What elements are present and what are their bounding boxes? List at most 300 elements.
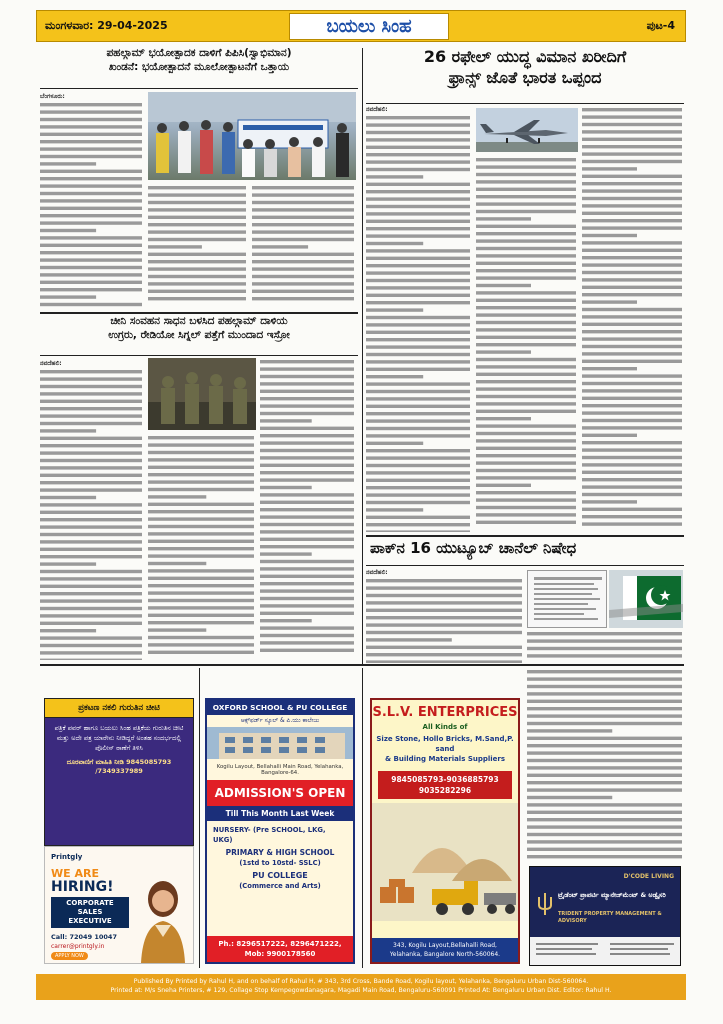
dcode-living-logo: D'CODE LIVING: [623, 873, 674, 880]
text-line: [40, 155, 142, 158]
text-line: [252, 201, 354, 204]
story-headline-line2: ಉಗ್ರರು, ರೇಡಿಯೋ ಸಿಗ್ನಲ್ ಪತ್ತೆಗೆ ಮುಂದಾದ ಇಸ್ರೋ: [108, 328, 290, 341]
story-body: [366, 114, 472, 532]
text-line: [527, 803, 682, 806]
text-line: [476, 254, 576, 257]
text-line: [476, 454, 576, 457]
text-line: [366, 205, 470, 208]
fighter-jet-image: [476, 108, 578, 152]
trident-contact-strip: [530, 937, 680, 965]
text-line: [366, 616, 522, 619]
imprint-line: Printed at: M/s Sneha Printers, # 129, Collage Stop Kempegowdanagara, Magadi Main Road, Bengaluru-560091 Printed At: Bengaluru Urban Dist. Editor: Rahul H.: [110, 987, 612, 994]
story-text-column: [366, 569, 524, 663]
body-text-lines: [260, 358, 356, 654]
divider: [366, 565, 684, 566]
story-body: [366, 577, 524, 663]
text-line: [148, 569, 254, 572]
text-line: [366, 235, 470, 238]
text-line: [40, 103, 142, 106]
text-line: [582, 212, 682, 215]
text-line: [366, 624, 522, 627]
text-line: [366, 301, 470, 304]
text-line: [527, 639, 682, 642]
text-line: [476, 173, 576, 176]
text-line: [148, 216, 246, 219]
text-line: [582, 182, 682, 185]
story-text-column: [366, 106, 472, 532]
text-line: [582, 471, 682, 474]
story-isro: [40, 316, 358, 356]
text-line: [40, 393, 142, 396]
text-line: [476, 284, 531, 287]
text-line: [40, 518, 142, 521]
divider: [40, 355, 358, 356]
slv-phone: 9845085793-9036885793: [391, 775, 499, 784]
hiring-we-are: WE ARE: [51, 867, 99, 880]
text-line: [260, 360, 354, 363]
slv-address-line: Yelahanka, Bangalore North-560064.: [389, 951, 501, 958]
body-text-lines: [252, 184, 356, 302]
text-line: [252, 208, 354, 211]
text-line: [366, 442, 423, 445]
text-line: [582, 337, 682, 340]
text-line: [260, 508, 354, 511]
text-line: [252, 253, 354, 256]
text-line: [148, 547, 254, 550]
text-line: [366, 420, 470, 423]
text-line: [40, 467, 142, 470]
text-line: [582, 374, 682, 377]
text-line: [366, 294, 470, 297]
oxford-contact: [207, 936, 353, 962]
text-line: [260, 641, 354, 644]
text-line: [476, 188, 576, 191]
admission-open-heading: ADMISSION'S OPEN: [207, 780, 353, 806]
text-line: [252, 223, 354, 226]
body-text-lines: [527, 630, 684, 660]
trident-name-kannada: ಟ್ರೈಡೆಂಟ್ ಪ್ರಾಪರ್ಟಿ ಮ್ಯಾನೇಜ್‌ಮೆಂಟ್ & ಅಡ್ವೈಸರಿ: [558, 891, 666, 899]
slv-enterprices-ad: [370, 698, 520, 964]
text-line: [40, 192, 142, 195]
text-line: [527, 848, 682, 851]
oxford-school-kannada-name: ಆಕ್ಸ್‌ಫರ್ಡ್ ಸ್ಕೂಲ್ & ಪಿ.ಯು ಕಾಲೇಜು: [240, 717, 320, 724]
story-body: [476, 156, 578, 526]
text-line: [148, 651, 254, 654]
text-line: [148, 562, 206, 565]
text-line: [582, 115, 682, 118]
text-line: [366, 309, 423, 312]
text-line: [582, 522, 682, 525]
text-line: [148, 193, 246, 196]
text-line: [582, 426, 682, 429]
text-line: [527, 654, 682, 657]
text-line: [366, 272, 470, 275]
hiring-call: Call: 72049 10047: [51, 933, 117, 941]
text-line: [260, 589, 354, 592]
column-rule: [199, 668, 200, 968]
protest-photo: [148, 92, 356, 180]
text-line: [40, 266, 142, 269]
slv-phones: [378, 771, 512, 799]
text-line: [366, 139, 470, 142]
text-line: [40, 585, 142, 588]
text-line: [476, 498, 576, 501]
text-line: [582, 389, 682, 392]
trident-name-english: TRIDENT PROPERTY MANAGEMENT & ADVISORY: [558, 911, 662, 924]
story-text-column: [582, 106, 684, 532]
text-line: [366, 412, 470, 415]
text-line: [366, 390, 470, 393]
text-line: [366, 213, 470, 216]
story-body: [148, 434, 256, 656]
text-line: [40, 407, 142, 410]
oxford-school-name: OXFORD SCHOOL & PU COLLEGE: [207, 700, 353, 715]
text-line: [366, 472, 470, 475]
text-line: [260, 530, 354, 533]
text-line: [260, 382, 354, 385]
text-line: [582, 345, 682, 348]
text-line: [40, 622, 142, 625]
text-line: [582, 404, 682, 407]
admission-item: PU COLLEGE: [252, 871, 308, 880]
text-line: [582, 189, 682, 192]
text-line: [527, 840, 682, 843]
admission-deadline: Till This Month Last Week: [207, 806, 353, 821]
trident-logo-icon: [536, 893, 554, 915]
text-line: [40, 607, 142, 610]
text-line: [252, 245, 308, 248]
text-line: [148, 208, 246, 211]
text-line: [148, 643, 254, 646]
text-line: [148, 584, 254, 587]
text-line: [40, 504, 142, 507]
text-line: [366, 242, 423, 245]
text-line: [260, 441, 354, 444]
text-line: [40, 177, 142, 180]
text-line: [582, 419, 682, 422]
text-line: [527, 632, 682, 635]
text-line: [476, 506, 576, 509]
text-line: [476, 395, 576, 398]
masthead: [36, 10, 686, 42]
classified-ad: [44, 698, 194, 846]
text-line: [366, 183, 470, 186]
text-line: [40, 474, 142, 477]
text-line: [582, 278, 682, 281]
text-line: [40, 378, 142, 381]
text-line: [476, 402, 576, 405]
soldiers-photo-image: [148, 358, 256, 430]
newspaper-title: ಬಯಲು ಸಿಂಹ: [289, 13, 449, 40]
text-line: [366, 287, 470, 290]
text-line: [366, 501, 470, 504]
text-line: [252, 267, 354, 270]
text-line: [582, 167, 637, 170]
text-line: [582, 367, 637, 370]
admission-item-detail: (Commerce and Arts): [239, 882, 321, 890]
text-line: [260, 456, 354, 459]
text-line: [582, 397, 682, 400]
text-line: [476, 432, 576, 435]
text-line: [582, 360, 682, 363]
text-line: [476, 521, 576, 524]
text-line: [366, 338, 470, 341]
text-line: [527, 714, 682, 717]
classified-ad-body: ಪತ್ರಿಕೆ ಪವರ್ ಹಾಗೂ ಬಯಲು ಸಿಂಹ ಪತ್ರಿಕೆಯ ಗುರುತಿನ ಚೀಟಿ ಮತ್ತು ಅದೇ ಪತ್ರ ಯಾರೇನು ನೀಡಿದ್ದರೆ ಅಂತಹ ಸಂದರ್ಭದಲ್ಲಿ ಪೊಲೀಸ್ ಠಾಣೆಗೆ ತಿಳಿಸಿ: [54, 724, 184, 752]
construction-materials-image: [372, 803, 520, 921]
text-line: [366, 449, 470, 452]
text-line: [40, 111, 142, 114]
protest-photo-image: [148, 92, 356, 180]
text-line: [148, 275, 246, 278]
body-text-lines: [366, 577, 524, 663]
text-line: [40, 644, 142, 647]
text-line: [260, 412, 354, 415]
story-text-column: [148, 184, 248, 308]
text-line: [476, 269, 576, 272]
text-line: [40, 459, 142, 462]
text-line: [260, 619, 312, 622]
text-line: [366, 168, 470, 171]
story-body: [527, 668, 684, 860]
printgly-logo: Printgly: [51, 853, 83, 861]
text-line: [366, 220, 470, 223]
text-line: [252, 260, 354, 263]
text-line: [148, 480, 254, 483]
pakistan-flag-icon: [609, 570, 683, 628]
text-line: [527, 796, 612, 799]
text-line: [40, 430, 96, 433]
story-body: [252, 184, 356, 302]
text-line: [476, 210, 576, 213]
text-line: [40, 548, 142, 551]
text-line: [40, 185, 142, 188]
text-line: [366, 405, 470, 408]
text-line: [40, 533, 142, 536]
classified-ad-phone: ದೂರವಾಣಿಗೆ ಮಾಹಿತಿ ನೀಡಿ 9845085793 /7349337989: [66, 758, 172, 775]
text-line: [582, 226, 682, 229]
body-text-lines: [476, 156, 578, 526]
body-text-lines: [582, 106, 684, 528]
text-line: [148, 636, 254, 639]
text-line: [148, 282, 246, 285]
text-line: [366, 131, 470, 134]
text-line: [40, 563, 96, 566]
text-line: [476, 306, 576, 309]
text-line: [148, 245, 202, 248]
text-line: [40, 422, 142, 425]
story-dateline: ಬೆಂಗಳೂರು:: [40, 93, 65, 100]
pakistan-flag-photo: [609, 570, 683, 628]
text-line: [476, 225, 576, 228]
oxford-phone: Ph.: 8296517222, 8296471222,: [218, 940, 342, 948]
text-line: [366, 457, 470, 460]
text-line: [252, 290, 354, 293]
role-line: SALES: [77, 908, 103, 916]
slv-product-line: Size Stone, Hollo Bricks, M.Sand,P. sand: [376, 735, 514, 753]
text-line: [366, 279, 470, 282]
admission-item: PRIMARY & HIGH SCHOOL: [225, 848, 335, 857]
text-line: [476, 247, 576, 250]
text-line: [40, 541, 142, 544]
text-line: [148, 290, 246, 293]
text-line: [366, 639, 452, 642]
text-line: [40, 637, 142, 640]
text-line: [148, 260, 246, 263]
text-line: [582, 234, 637, 237]
text-line: [252, 193, 354, 196]
text-line: [148, 297, 246, 300]
text-line: [476, 195, 576, 198]
text-line: [582, 249, 682, 252]
text-line: [366, 523, 470, 526]
text-line: [260, 478, 354, 481]
body-text-lines: [40, 101, 144, 307]
text-line: [582, 434, 637, 437]
text-line: [476, 365, 576, 368]
text-line: [582, 160, 682, 163]
text-line: [40, 555, 142, 558]
text-line: [40, 600, 142, 603]
role-line: CORPORATE: [66, 899, 114, 907]
text-line: [476, 202, 576, 205]
text-line: [527, 744, 682, 747]
body-text-lines: [40, 368, 144, 660]
text-line: [476, 439, 576, 442]
story-text-column: [148, 434, 256, 660]
text-line: [260, 575, 354, 578]
text-line: [148, 495, 206, 498]
text-line: [476, 217, 531, 220]
story-text-column: [252, 184, 356, 308]
text-line: [582, 108, 682, 111]
text-line: [148, 230, 246, 233]
text-line: [582, 286, 682, 289]
page-number: ಪುಟ-4: [646, 19, 675, 32]
text-line: [40, 526, 142, 529]
story-text-column: [260, 358, 356, 660]
text-line: [148, 540, 254, 543]
text-line: [40, 659, 142, 660]
story-youtube: [366, 540, 684, 564]
text-line: [148, 201, 246, 204]
text-line: [582, 485, 682, 488]
text-line: [582, 219, 682, 222]
text-line: [366, 653, 522, 656]
text-line: [260, 434, 354, 437]
text-line: [366, 353, 470, 356]
text-line: [366, 435, 470, 438]
text-line: [582, 493, 682, 496]
trident-property-ad: [529, 866, 681, 966]
apply-now-button: APPLY NOW: [51, 952, 88, 960]
story-text-column: [476, 156, 578, 532]
text-line: [40, 370, 142, 373]
text-line: [476, 469, 576, 472]
text-line: [148, 488, 254, 491]
text-line: [148, 267, 246, 270]
text-line: [40, 207, 142, 210]
text-line: [148, 466, 254, 469]
text-line: [260, 582, 354, 585]
column-rule: [362, 48, 363, 664]
text-line: [476, 476, 576, 479]
text-line: [366, 646, 522, 649]
text-line: [40, 133, 142, 136]
text-line: [527, 729, 612, 732]
text-line: [40, 200, 142, 203]
text-line: [366, 346, 470, 349]
text-line: [582, 152, 682, 155]
text-line: [476, 417, 531, 420]
text-line: [476, 276, 576, 279]
text-line: [148, 436, 254, 439]
story-text-column: [527, 668, 684, 864]
text-line: [527, 774, 682, 777]
text-line: [366, 398, 470, 401]
story-dateline: ನವದೆಹಲಿ:: [366, 106, 388, 113]
text-line: [148, 525, 254, 528]
text-line: [40, 570, 142, 573]
text-line: [148, 458, 254, 461]
text-line: [366, 161, 470, 164]
text-line: [148, 510, 254, 513]
text-line: [40, 140, 142, 143]
classified-ad-title: ಪ್ರಕಟಣ ನಕಲಿ ಗುರುತಿನ ಚೀಟಿ: [45, 699, 193, 718]
text-line: [582, 293, 682, 296]
text-line: [260, 538, 354, 541]
text-line: [366, 190, 470, 193]
text-line: [527, 647, 682, 650]
text-line: [582, 382, 682, 385]
text-line: [582, 123, 682, 126]
text-line: [148, 577, 254, 580]
text-line: [252, 275, 354, 278]
text-line: [40, 274, 142, 277]
text-line: [582, 130, 682, 133]
hiring-text: HIRING!: [51, 879, 114, 895]
text-line: [476, 232, 576, 235]
story-dateline: ನವದೆಹಲಿ:: [40, 360, 62, 367]
text-line: [40, 237, 142, 240]
text-line: [40, 222, 142, 225]
text-line: [366, 257, 470, 260]
text-line: [148, 554, 254, 557]
story-body: [148, 184, 248, 302]
text-line: [148, 606, 254, 609]
text-line: [476, 328, 576, 331]
story-text-column: [40, 93, 144, 307]
text-line: [366, 516, 470, 519]
text-line: [582, 145, 682, 148]
slv-name: S.L.V. ENTERPRICES: [372, 705, 518, 720]
text-line: [40, 489, 142, 492]
text-line: [260, 397, 354, 400]
text-line: [260, 626, 354, 629]
text-line: [476, 410, 576, 413]
text-line: [148, 253, 246, 256]
text-line: [148, 628, 206, 631]
text-line: [260, 501, 354, 504]
slv-address-line: 343, Kogilu Layout,Bellahalli Road,: [393, 942, 497, 949]
text-line: [582, 300, 637, 303]
text-line: [40, 148, 142, 151]
text-line: [40, 118, 142, 121]
text-line: [260, 471, 354, 474]
text-line: [260, 404, 354, 407]
text-line: [260, 493, 354, 496]
oxford-address: Kogilu Layout, Bellahalli Main Road, Yelahanka, Bangalore-64.: [216, 764, 344, 776]
